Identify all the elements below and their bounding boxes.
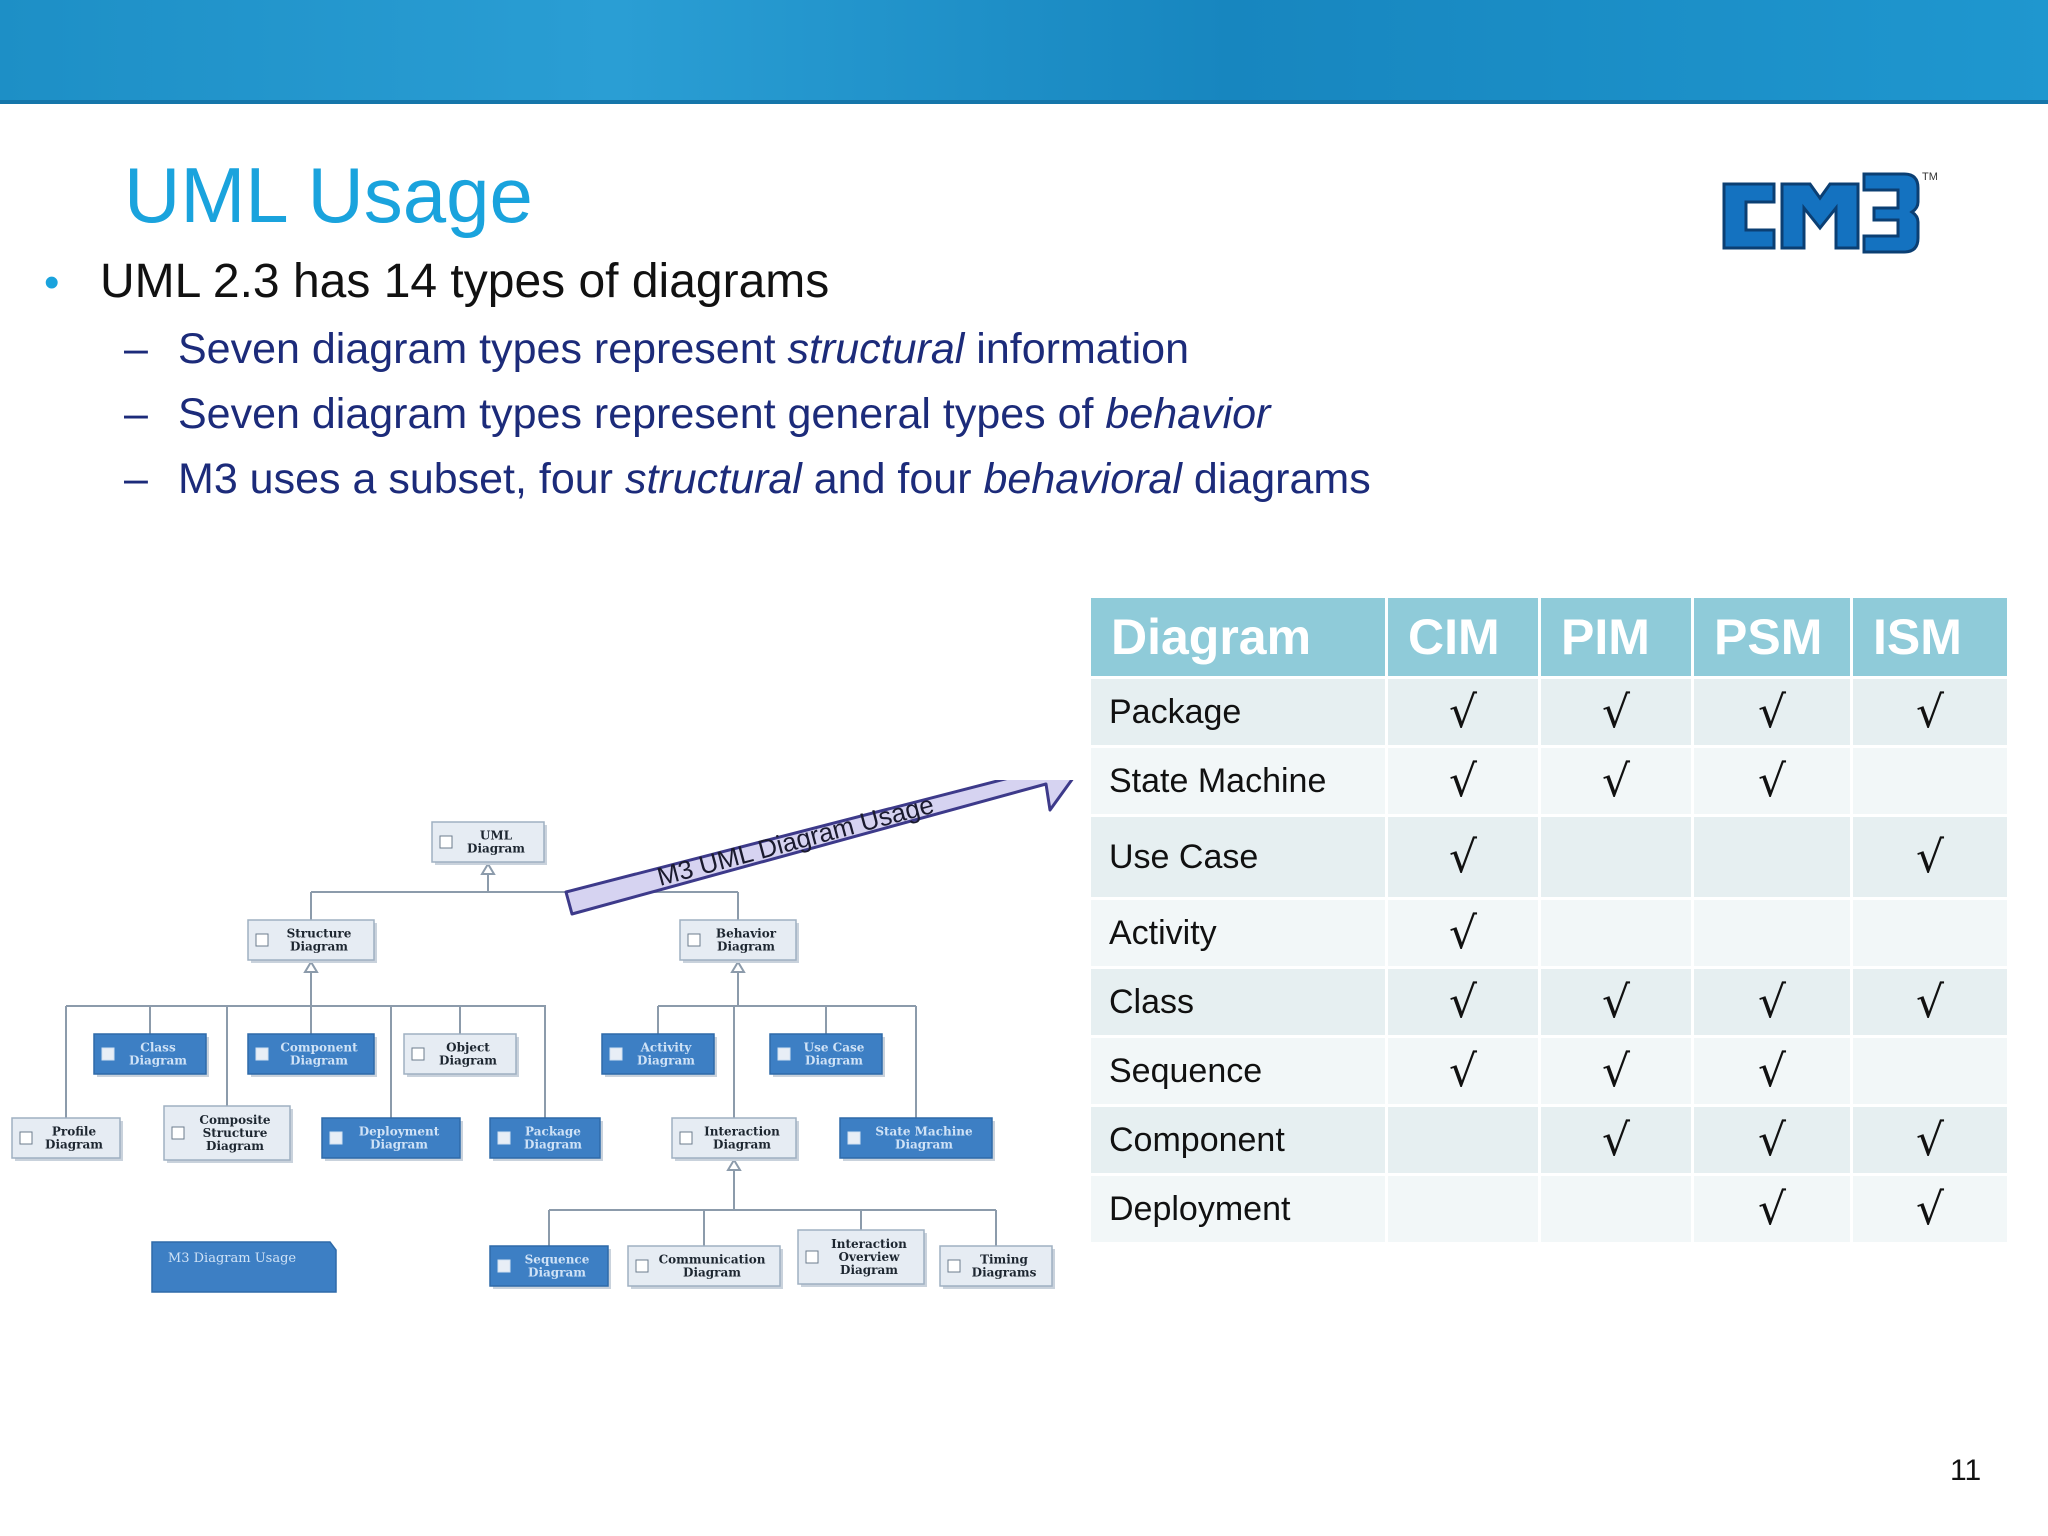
node-label: Interaction [831,1237,907,1251]
node-label: Diagram [290,939,348,954]
diagram-node-component [248,1034,377,1077]
sub-bullet-subset [124,455,1544,504]
dash-icon: – [124,325,148,373]
row-label: Activity [1091,900,1385,966]
node-label: Diagram [467,841,525,856]
table-row [1091,748,2007,814]
m3-logo [1720,164,1940,264]
node-label: Diagram [206,1139,264,1153]
node-label: Use Case [803,1040,865,1055]
table-row [1091,679,2007,745]
class-icon [680,1132,692,1144]
check-cell: √ [1694,679,1850,745]
check-cell [1388,1107,1538,1173]
check-cell [1541,817,1691,897]
diagram-node-sequence [490,1246,611,1289]
class-icon [256,1048,268,1060]
node-label: Diagram [683,1265,741,1280]
uml-diagram-tree [0,780,1080,1310]
legend-label: M3 Diagram Usage [167,1251,297,1266]
node-label: Deployment [358,1124,440,1139]
sub-bullet-1-emphasis: structural [787,325,965,373]
node-label: Diagram [805,1053,863,1068]
node-label: Overview [838,1250,900,1264]
header-pim: PIM [1541,598,1691,676]
node-label: Diagram [840,1263,898,1277]
header-cim: CIM [1388,598,1538,676]
header-diagram: Diagram [1091,598,1385,676]
header-band [0,0,2048,104]
check-cell: √ [1388,969,1538,1035]
row-label: Use Case [1091,817,1385,897]
node-label: Diagram [528,1265,586,1280]
node-label: Structure [286,926,352,941]
sub-bullet-3-emphasis-1: structural [624,455,802,503]
bullet-list [44,254,1544,504]
check-cell: √ [1853,817,2007,897]
diagram-node-overview [798,1230,927,1287]
sub-bullet-3-text-a: M3 uses a subset, four [178,455,625,503]
node-label: Activity [640,1040,692,1055]
page-number: 11 [1950,1454,1982,1487]
diagram-node-deployment [322,1118,463,1161]
check-cell: √ [1388,1038,1538,1104]
sub-bullet-1-text-a: Seven diagram types represent [178,325,788,373]
node-label: Timing [980,1252,1028,1267]
table-row [1091,1038,2007,1104]
row-label: Component [1091,1107,1385,1173]
check-cell: √ [1853,679,2007,745]
generalization-triangle [482,864,494,874]
sub-bullet-3-emphasis-2: behavioral [983,455,1182,503]
generalization-triangle [732,962,744,972]
usage-arrow [566,780,1076,914]
diagram-node-usecase [770,1034,885,1077]
table-row [1091,969,2007,1035]
node-label: Diagram [717,939,775,954]
row-label: Sequence [1091,1038,1385,1104]
check-cell: √ [1541,969,1691,1035]
trademark-mark: TM [1922,171,1938,183]
sub-bullet-3-text-e: diagrams [1181,455,1371,503]
class-icon [102,1048,114,1060]
class-icon [848,1132,860,1144]
check-cell: √ [1694,1176,1850,1242]
table-row [1091,900,2007,966]
class-icon [440,836,452,848]
diagram-node-structure [248,920,377,963]
check-cell [1853,748,2007,814]
generalization-triangle [305,962,317,972]
node-label: Diagram [895,1137,953,1152]
class-icon [688,934,700,946]
node-label: Diagram [45,1137,103,1152]
check-cell: √ [1853,969,2007,1035]
node-label: Composite [199,1113,271,1127]
row-label: Package [1091,679,1385,745]
node-label: Profile [51,1124,97,1139]
diagram-node-communication [628,1246,783,1289]
check-cell: √ [1541,1107,1691,1173]
class-icon [498,1132,510,1144]
sub-bullet-2-emphasis: behavior [1105,390,1271,438]
check-cell [1541,900,1691,966]
check-cell: √ [1853,1176,2007,1242]
class-icon [172,1127,184,1139]
sub-bullet-1-text-c: information [964,325,1190,373]
node-label: Interaction [704,1124,780,1139]
check-cell: √ [1541,748,1691,814]
class-icon [948,1260,960,1272]
check-cell: √ [1388,817,1538,897]
node-label: Component [280,1040,358,1055]
node-label: Diagram [439,1053,497,1068]
class-icon [498,1260,510,1272]
check-cell: √ [1388,748,1538,814]
bullet-main-text: UML 2.3 has 14 types of diagrams [100,255,830,308]
diagram-node-object [404,1034,519,1077]
diagram-node-interaction [672,1118,799,1161]
class-icon [636,1260,648,1272]
diagram-node-profile [12,1118,123,1161]
node-label: Diagrams [971,1265,1037,1280]
diagram-node-behavior [680,920,799,963]
node-label: Class [140,1040,176,1055]
sub-bullet-behavior [124,390,1544,439]
check-cell: √ [1541,1038,1691,1104]
check-cell: √ [1694,1038,1850,1104]
sub-bullet-2-text-a: Seven diagram types represent general types of [178,390,1106,438]
header-ism: ISM [1853,598,2007,676]
dash-icon: – [124,390,148,438]
table-row [1091,1176,2007,1242]
node-label: Sequence [524,1252,590,1267]
class-icon [806,1251,818,1263]
diagram-node-uml [432,822,547,865]
diagram-node-statemachine [840,1118,995,1161]
check-cell: √ [1694,1107,1850,1173]
check-cell: √ [1388,900,1538,966]
bullet-main [44,254,1544,309]
bullet-dot-icon: • [44,258,60,307]
node-label: Behavior [715,926,777,941]
node-label: Diagram [713,1137,771,1152]
check-cell: √ [1694,748,1850,814]
legend-m3-usage [152,1242,336,1292]
check-cell: √ [1541,679,1691,745]
diagram-node-timing [940,1246,1055,1289]
node-label: Diagram [129,1053,187,1068]
node-label: State Machine [875,1124,973,1139]
class-icon [778,1048,790,1060]
class-icon [412,1048,424,1060]
row-label: State Machine [1091,748,1385,814]
diagram-node-package [490,1118,603,1161]
row-label: Deployment [1091,1176,1385,1242]
check-cell [1853,1038,2007,1104]
check-cell [1694,817,1850,897]
check-cell: √ [1694,969,1850,1035]
node-label: Object [446,1040,490,1055]
node-label: Diagram [637,1053,695,1068]
class-icon [256,934,268,946]
table-row [1091,1107,2007,1173]
table-row [1091,817,2007,897]
diagram-node-class [94,1034,209,1077]
check-cell: √ [1388,679,1538,745]
class-icon [330,1132,342,1144]
class-icon [610,1048,622,1060]
sub-bullet-structural [124,325,1544,374]
node-label: Diagram [290,1053,348,1068]
node-label: Diagram [370,1137,428,1152]
check-cell [1694,900,1850,966]
arrow-label: M3 UML Diagram Usage [653,789,937,892]
generalization-triangle [728,1160,740,1170]
header-psm: PSM [1694,598,1850,676]
node-label: Diagram [524,1137,582,1152]
node-label: Structure [202,1126,268,1140]
diagram-node-composite [164,1106,293,1163]
check-cell [1541,1176,1691,1242]
check-cell [1388,1176,1538,1242]
sub-bullet-3-text-c: and four [801,455,984,503]
diagram-usage-table [1088,595,2010,1245]
table-header-row [1091,598,2007,676]
slide-title: UML Usage [124,151,533,239]
check-cell [1853,900,2007,966]
node-label: Communication [658,1252,766,1267]
node-label: Package [525,1124,581,1139]
class-icon [20,1132,32,1144]
row-label: Class [1091,969,1385,1035]
dash-icon: – [124,455,148,503]
check-cell: √ [1853,1107,2007,1173]
node-label: UML [479,828,513,843]
diagram-node-activity [602,1034,717,1077]
